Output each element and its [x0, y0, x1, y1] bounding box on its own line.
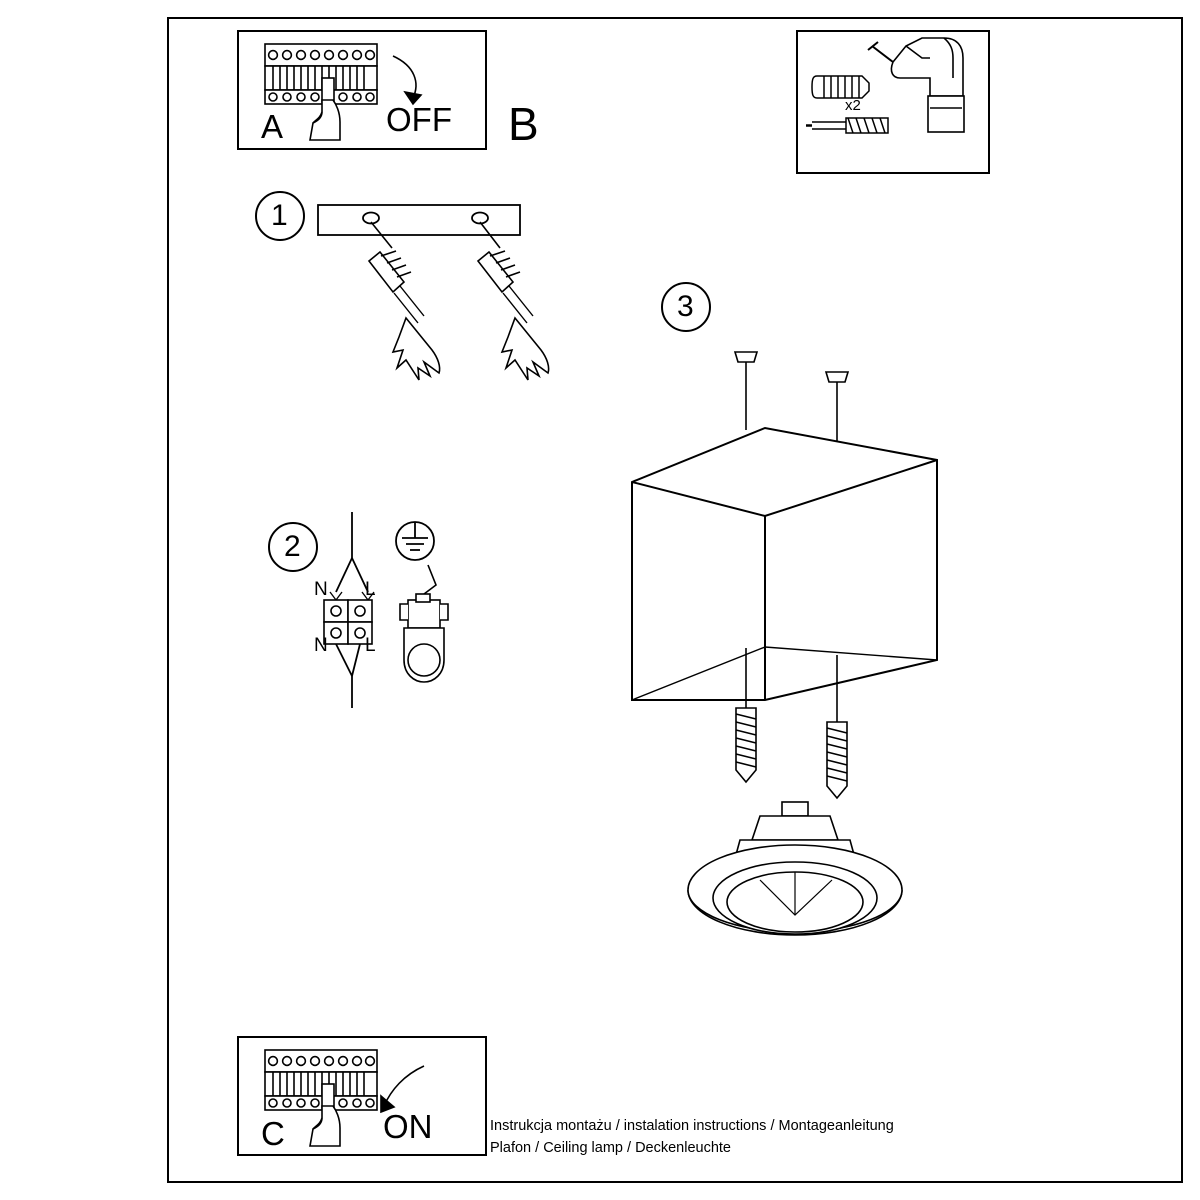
- step-3-number: 3: [677, 290, 694, 323]
- step-b-quantity: x2: [845, 97, 861, 114]
- screw-1-right: [478, 222, 549, 380]
- mount-bracket: [318, 205, 520, 235]
- terminal-label-l-top: L: [365, 579, 376, 600]
- cable-bottom: [336, 644, 360, 708]
- footer-line-2: Plafon / Ceiling lamp / Deckenleuchte: [490, 1140, 731, 1156]
- terminal-label-n-bottom: N: [314, 635, 328, 656]
- terminal-block-c: [265, 1050, 377, 1110]
- terminal-label-n-top: N: [314, 579, 328, 600]
- lamp-assembly: [688, 802, 902, 935]
- step-1-number: 1: [271, 199, 288, 232]
- step-c-on-label: ON: [383, 1108, 433, 1145]
- step-b-letter: B: [508, 98, 539, 150]
- step-a-letter: A: [261, 108, 284, 145]
- lamp-socket: [400, 594, 448, 682]
- footer-line-1: Instrukcja montażu / instalation instructions / Montageanleitung: [490, 1118, 894, 1134]
- ceiling-anchors: [735, 352, 848, 445]
- terminal-block-a: [265, 44, 377, 104]
- earth-symbol: [396, 522, 434, 560]
- step-a-off-label: OFF: [386, 101, 452, 138]
- wall-plug: [812, 76, 869, 98]
- step-2-number: 2: [284, 530, 301, 563]
- screw-1-left: [369, 222, 440, 380]
- cube-shade: [632, 428, 937, 700]
- step-c-letter: C: [261, 1115, 285, 1152]
- terminal-label-l-bottom: L: [365, 635, 376, 656]
